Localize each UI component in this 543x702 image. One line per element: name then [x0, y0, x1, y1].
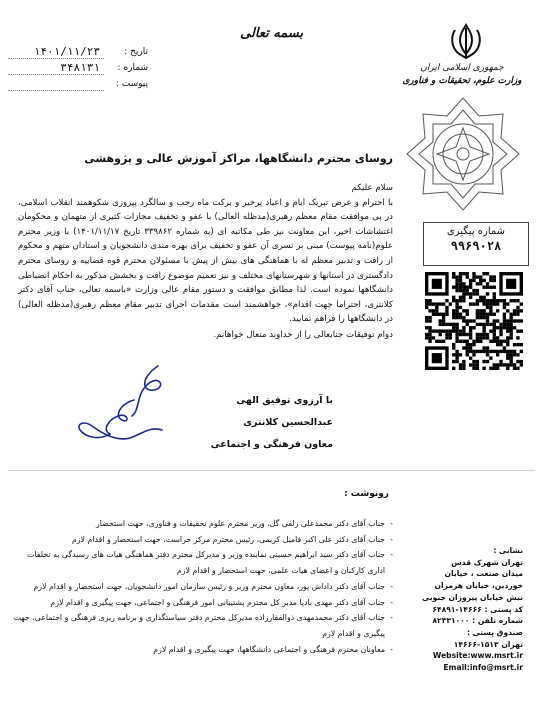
number-row: [8, 60, 148, 76]
website-link: Website:www.msrt.ir: [432, 651, 523, 661]
cc-item: - جناب آقای دکتر علی اکبر فامیل کریمی، رئیس محترم مرکز حراست، جهت استحضار و اقدام لازم: [13, 532, 393, 548]
postal-code: کد پستی : ۱۴۶۶۶-۶۴۸۹۱: [432, 604, 523, 614]
greeting: سلام علیکم: [351, 183, 393, 193]
letter-meta: [8, 44, 148, 92]
cc-item: - جناب آقای دکتر محمدمهدی ذوالفقارزاده مدیرکل محترم دفتر سیاستگذاری و برنامه ریزی فرهنگی و اجتماعی، جهت پیگیری و اقدام لازم: [13, 610, 393, 641]
number-label: شماره :: [117, 63, 148, 73]
address-line: تهران شهرک قدس: [451, 557, 523, 567]
date-label: تاریخ :: [124, 47, 148, 57]
signature-wish: با آرزوی توفیق الهی: [236, 395, 333, 406]
pobox-label: صندوق پستی :: [466, 627, 523, 637]
iran-emblem-icon: [449, 22, 483, 60]
address-line: میدان صنعت ، خیابان: [444, 569, 523, 579]
recipient-line: روسای محترم دانشگاهها، مراکز آموزش عالی و پژوهشی: [84, 152, 393, 165]
ministry-line-2: وزارت علوم، تحقیقات و فناوری: [402, 76, 522, 86]
date-row: [8, 44, 148, 60]
closing-line: دوام توفیقات جنابعالی را از خداوند متعال خواهانم.: [213, 329, 393, 340]
cc-item: - جناب آقای دکتر داداش پور، معاون محترم وزیر و رئیس سازمان امور دانشجویان، جهت استحضار و اقدام لازم: [13, 579, 393, 595]
email-link: Email:info@msrt.ir: [443, 663, 523, 673]
address-title: نشانی :: [493, 546, 523, 555]
tracking-number: ۹۹۶۹۰۲۸: [450, 239, 502, 253]
phone-number: شماره تلفن : ۸۲۳۳۱۰۰۰: [432, 616, 523, 626]
cc-title: رونوشت :: [344, 489, 389, 499]
handwritten-signature-icon: [70, 360, 180, 450]
signature-name: عبدالحسین کلانتری: [243, 417, 333, 428]
cc-item: - جناب آقای دکتر محمدعلی زلفی گل، وزیر محترم علوم تحقیقات و فناوری، جهت استحضار: [13, 516, 393, 532]
attachment-value: [8, 78, 104, 91]
address-line: نبش خیابان پیروزان جنوبی: [422, 592, 523, 602]
signature-title: معاون فرهنگی و اجتماعی: [210, 439, 333, 450]
tracking-label: شماره پیگیری: [446, 226, 506, 237]
pobox-value: تهران ۱۵۱۳-۱۴۶۶۶: [453, 639, 523, 649]
cc-item: - جناب آقای دکتر مهدی بادپا مدیر کل محترم پشتیبانی امور فرهنگی و اجتماعی، جهت پیگیری و اقدام لازم: [13, 595, 393, 611]
cc-list: [13, 516, 393, 657]
letter-body: [18, 181, 393, 343]
address-block: [408, 545, 523, 674]
ornament-icon: [403, 94, 523, 214]
number-value: ۳۴۸۱۳۱: [8, 62, 104, 75]
cc-item: - معاونان محترم فرهنگی و اجتماعی دانشگاهها، جهت پیگیری و اقدام لازم: [13, 642, 393, 658]
ministry-name: [397, 62, 527, 88]
bismillah-heading: بسمه تعالی: [240, 26, 303, 41]
attachment-label: پیوست :: [115, 79, 148, 89]
cc-item: - جناب آقای دکتر سید ابراهیم حسینی نماینده وزیر و مدیرکل محترم دفتر هماهنگی هیات های رسیدگی به تخلفات اداری کارکنان و اعضای هیات علمی، جهت استحضار و اقدام لازم: [13, 547, 393, 578]
body-paragraph: با احترام و عرض تبریک ایام و اعیاد پرخیر و برکت ماه رجب و سالگرد پیروزی شکوهمند انقلاب اسلامی، در پی موافقت مقام معظم رهبری(مدظله العالی) با عفو و تخفیف مجازات کثیری از متهمان و محکومان اغتشاشات اخیر، این معاونت نیز طی مکاتبه ای (به شماره ۳۳۹۸۶۲ تاریخ ۱۴۰۱/۱۱/۱۷) با وزیر محترم علوم(نامه پیوست) مبنی بر تسری آن عفو و تخفیف برای بهره مندی دانشجویان و استادان متهم و محکوم از رافت و تدبیر معظم له با هماهنگی های بیش از پیش با مسئولان محترم قوه قضاییه و روسای محترم دادگستری در استانها و شهرستانهای مختلف و نیز تعمیم موضوع رافت و بخشش مذکور به احکام انضباطی دانشگاهها نموده است. لذا مطابق موافقت و دستور مقام عالی وزارت «باسمه تعالی، جناب آقای دکتر کلانتری، احتراما جهت اقدام»، خواهشمند است مقدمات اجرای تدبیر مقام معظم رهبری(مدظله العالی) در دانشگاهها را فراهم نمایید.: [18, 197, 393, 325]
date-value: ۱۴۰۱/۱۱/۲۳: [8, 46, 104, 59]
attachment-row: [8, 76, 148, 92]
section-divider: [8, 470, 535, 471]
tracking-box: [423, 222, 529, 266]
ministry-line-1: جمهوری اسلامی ایران: [420, 63, 504, 73]
qr-code-icon: [425, 272, 523, 370]
address-line: خوردین، خیابان هرمزان: [434, 581, 523, 591]
